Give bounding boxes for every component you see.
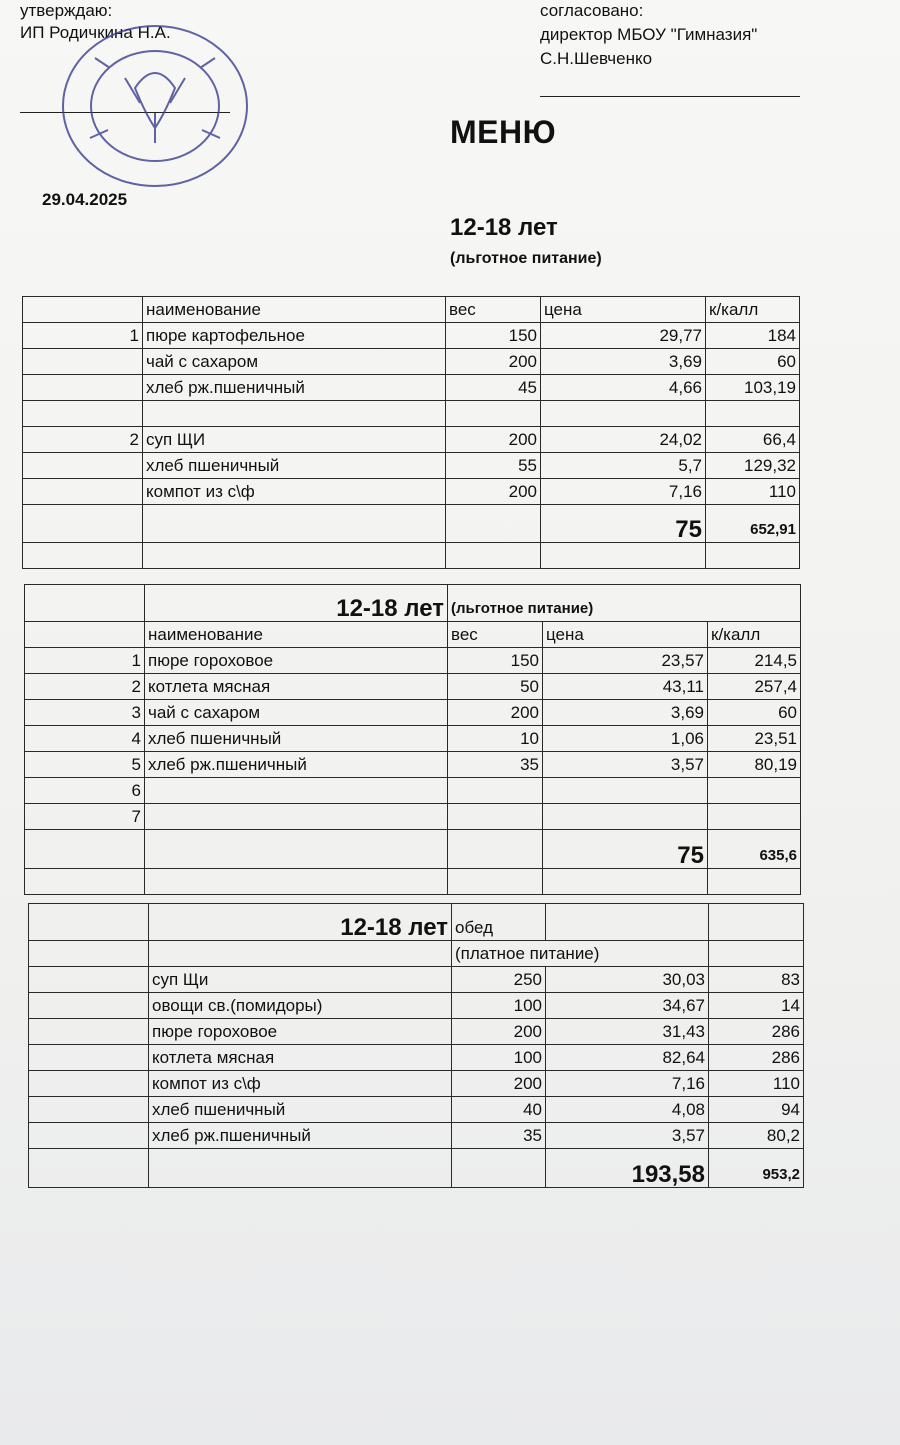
weight-header: вес [448, 622, 543, 648]
row-num: 1 [23, 323, 143, 349]
blank-cell [25, 585, 145, 622]
dish-kcal: 23,51 [708, 726, 801, 752]
dish-weight [448, 778, 543, 804]
blank-cell [446, 543, 541, 569]
section2-subtitle: (льготное питание) [448, 585, 801, 622]
director-name: С.Н.Шевченко [540, 49, 653, 68]
dish-price [543, 804, 708, 830]
row-num: 1 [25, 648, 145, 674]
dish-price: 23,57 [543, 648, 708, 674]
page-title: МЕНЮ [450, 114, 557, 150]
dish-kcal: 66,4 [706, 427, 800, 453]
total-price: 193,58 [546, 1149, 709, 1188]
dish-price: 82,64 [546, 1045, 709, 1071]
table-row [25, 700, 801, 726]
blank-cell [29, 993, 149, 1019]
total-row [23, 505, 800, 543]
total-kcal: 953,2 [709, 1149, 804, 1188]
dish-name: пюре гороховое [145, 648, 448, 674]
dish-weight: 45 [446, 375, 541, 401]
dish-kcal: 286 [709, 1019, 804, 1045]
dish-kcal [706, 401, 800, 427]
dish-price: 4,08 [546, 1097, 709, 1123]
dish-name: котлета мясная [149, 1045, 452, 1071]
dish-kcal: 14 [709, 993, 804, 1019]
blank-cell [29, 1019, 149, 1045]
price-header: цена [541, 297, 706, 323]
dish-weight [446, 401, 541, 427]
director-signature-line [540, 96, 800, 97]
table-row [25, 778, 801, 804]
blank-cell [29, 1071, 149, 1097]
table-row [29, 1071, 804, 1097]
table-row [25, 648, 801, 674]
blank-cell [448, 830, 543, 869]
dish-name: суп ЩИ [143, 427, 446, 453]
dish-name: компот из с\ф [149, 1071, 452, 1097]
dish-weight: 50 [448, 674, 543, 700]
num-header-cell [25, 622, 145, 648]
num-header-cell [23, 297, 143, 323]
blank-cell [145, 830, 448, 869]
dish-name [145, 778, 448, 804]
table-row [23, 349, 800, 375]
weight-header: вес [446, 297, 541, 323]
dish-name: компот из с\ф [143, 479, 446, 505]
blank-cell [143, 543, 446, 569]
dish-kcal: 286 [709, 1045, 804, 1071]
dish-weight: 200 [448, 700, 543, 726]
row-num [23, 401, 143, 427]
dish-kcal: 214,5 [708, 648, 801, 674]
dish-weight: 250 [452, 967, 546, 993]
dish-kcal [708, 778, 801, 804]
subtitle: (льготное питание) [450, 250, 602, 267]
director-title: директор МБОУ "Гимназия" [540, 25, 758, 44]
dish-price: 4,66 [541, 375, 706, 401]
dish-kcal: 83 [709, 967, 804, 993]
blank-cell [448, 869, 543, 895]
row-num: 4 [25, 726, 145, 752]
dish-weight: 200 [446, 349, 541, 375]
dish-price: 1,06 [543, 726, 708, 752]
blank-cell [29, 1123, 149, 1149]
agreement-block [540, 0, 757, 70]
blank-cell [23, 505, 143, 543]
header-row [25, 622, 801, 648]
dish-kcal: 60 [708, 700, 801, 726]
dish-name: хлеб пшеничный [149, 1097, 452, 1123]
dish-name: чай с сахаром [145, 700, 448, 726]
menu-table-section2 [24, 584, 801, 895]
approver-name: ИП Родичкина Н.А. [20, 23, 171, 42]
dish-weight: 200 [446, 427, 541, 453]
table-row [23, 453, 800, 479]
blank-cell [29, 1097, 149, 1123]
table-row [23, 401, 800, 427]
table-row [25, 752, 801, 778]
blank-cell [543, 869, 708, 895]
dish-price [543, 778, 708, 804]
table-row [29, 1123, 804, 1149]
dish-price: 3,69 [543, 700, 708, 726]
spacer-row [23, 543, 800, 569]
row-num [23, 375, 143, 401]
menu-table-section3 [28, 903, 804, 1188]
dish-weight: 10 [448, 726, 543, 752]
dish-weight: 55 [446, 453, 541, 479]
dish-kcal: 110 [709, 1071, 804, 1097]
dish-kcal: 110 [706, 479, 800, 505]
dish-price: 3,57 [546, 1123, 709, 1149]
dish-price: 5,7 [541, 453, 706, 479]
section2-age-group: 12-18 лет [145, 585, 448, 622]
dish-kcal: 94 [709, 1097, 804, 1123]
table-row [29, 1019, 804, 1045]
blank-cell [709, 941, 804, 967]
total-row [29, 1149, 804, 1188]
blank-cell [446, 505, 541, 543]
total-row [25, 830, 801, 869]
blank-cell [23, 543, 143, 569]
blank-cell [149, 1149, 452, 1188]
blank-cell [29, 904, 149, 941]
table-row [23, 479, 800, 505]
blank-cell [143, 505, 446, 543]
dish-kcal: 60 [706, 349, 800, 375]
row-num: 2 [23, 427, 143, 453]
row-num: 3 [25, 700, 145, 726]
dish-kcal: 184 [706, 323, 800, 349]
blank-cell [149, 941, 452, 967]
seal-stamp-icon [55, 18, 255, 188]
dish-name: овощи св.(помидоры) [149, 993, 452, 1019]
agreed-label: согласовано: [540, 1, 644, 20]
subtitle-row [29, 941, 804, 967]
dish-price: 7,16 [546, 1071, 709, 1097]
dish-name: пюре гороховое [149, 1019, 452, 1045]
row-num: 7 [25, 804, 145, 830]
dish-name: хлеб рж.пшеничный [143, 375, 446, 401]
row-num [23, 349, 143, 375]
dish-price [541, 401, 706, 427]
dish-weight: 100 [452, 1045, 546, 1071]
dish-weight: 35 [452, 1123, 546, 1149]
dish-name: пюре картофельное [143, 323, 446, 349]
dish-name [145, 804, 448, 830]
age-group-heading: 12-18 лет [450, 214, 558, 241]
dish-name: хлеб пшеничный [143, 453, 446, 479]
table-row [23, 427, 800, 453]
section-heading-row [29, 904, 804, 941]
table-row [29, 993, 804, 1019]
total-price: 75 [543, 830, 708, 869]
dish-price: 24,02 [541, 427, 706, 453]
table-row [25, 674, 801, 700]
dish-price: 29,77 [541, 323, 706, 349]
document-date: 29.04.2025 [42, 190, 128, 209]
table-row [23, 323, 800, 349]
section3-meal: обед [452, 904, 546, 941]
dish-kcal: 129,32 [706, 453, 800, 479]
dish-price: 34,67 [546, 993, 709, 1019]
dish-name: котлета мясная [145, 674, 448, 700]
row-num [23, 453, 143, 479]
approve-label: утверждаю: [20, 1, 113, 20]
total-price: 75 [541, 505, 706, 543]
dish-name [143, 401, 446, 427]
blank-cell [708, 869, 801, 895]
dish-kcal: 80,2 [709, 1123, 804, 1149]
dish-weight: 100 [452, 993, 546, 1019]
table-row [29, 967, 804, 993]
dish-weight: 200 [446, 479, 541, 505]
dish-kcal [708, 804, 801, 830]
name-header: наименование [143, 297, 446, 323]
blank-cell [541, 543, 706, 569]
blank-cell [706, 543, 800, 569]
dish-price: 43,11 [543, 674, 708, 700]
dish-kcal: 103,19 [706, 375, 800, 401]
kcal-header: к/калл [706, 297, 800, 323]
dish-name: хлеб рж.пшеничный [149, 1123, 452, 1149]
row-num: 5 [25, 752, 145, 778]
menu-table-section1 [22, 296, 800, 569]
dish-weight: 150 [446, 323, 541, 349]
blank-cell [29, 1149, 149, 1188]
dish-weight: 40 [452, 1097, 546, 1123]
dish-price: 30,03 [546, 967, 709, 993]
header-row [23, 297, 800, 323]
blank-cell [29, 967, 149, 993]
row-num: 6 [25, 778, 145, 804]
dish-name: хлеб рж.пшеничный [145, 752, 448, 778]
total-kcal: 635,6 [708, 830, 801, 869]
table-row [25, 804, 801, 830]
blank-cell [25, 830, 145, 869]
dish-price: 3,57 [543, 752, 708, 778]
dish-weight: 150 [448, 648, 543, 674]
name-header: наименование [145, 622, 448, 648]
blank-cell [29, 1045, 149, 1071]
blank-cell [452, 1149, 546, 1188]
blank-cell [25, 869, 145, 895]
table-row [23, 375, 800, 401]
blank-cell [546, 904, 709, 941]
spacer-row [25, 869, 801, 895]
row-num [23, 479, 143, 505]
dish-name: чай с сахаром [143, 349, 446, 375]
table-row [29, 1045, 804, 1071]
total-kcal: 652,91 [706, 505, 800, 543]
dish-price: 3,69 [541, 349, 706, 375]
dish-price: 31,43 [546, 1019, 709, 1045]
dish-name: суп Щи [149, 967, 452, 993]
dish-weight: 200 [452, 1019, 546, 1045]
dish-name: хлеб пшеничный [145, 726, 448, 752]
section-heading-row [25, 585, 801, 622]
dish-kcal: 80,19 [708, 752, 801, 778]
section3-subtitle: (платное питание) [452, 941, 709, 967]
dish-weight [448, 804, 543, 830]
blank-cell [29, 941, 149, 967]
row-num: 2 [25, 674, 145, 700]
table-row [29, 1097, 804, 1123]
kcal-header: к/калл [708, 622, 801, 648]
price-header: цена [543, 622, 708, 648]
dish-weight: 35 [448, 752, 543, 778]
dish-price: 7,16 [541, 479, 706, 505]
table-row [25, 726, 801, 752]
section3-age-group: 12-18 лет [149, 904, 452, 941]
blank-cell [145, 869, 448, 895]
blank-cell [709, 904, 804, 941]
dish-weight: 200 [452, 1071, 546, 1097]
dish-kcal: 257,4 [708, 674, 801, 700]
